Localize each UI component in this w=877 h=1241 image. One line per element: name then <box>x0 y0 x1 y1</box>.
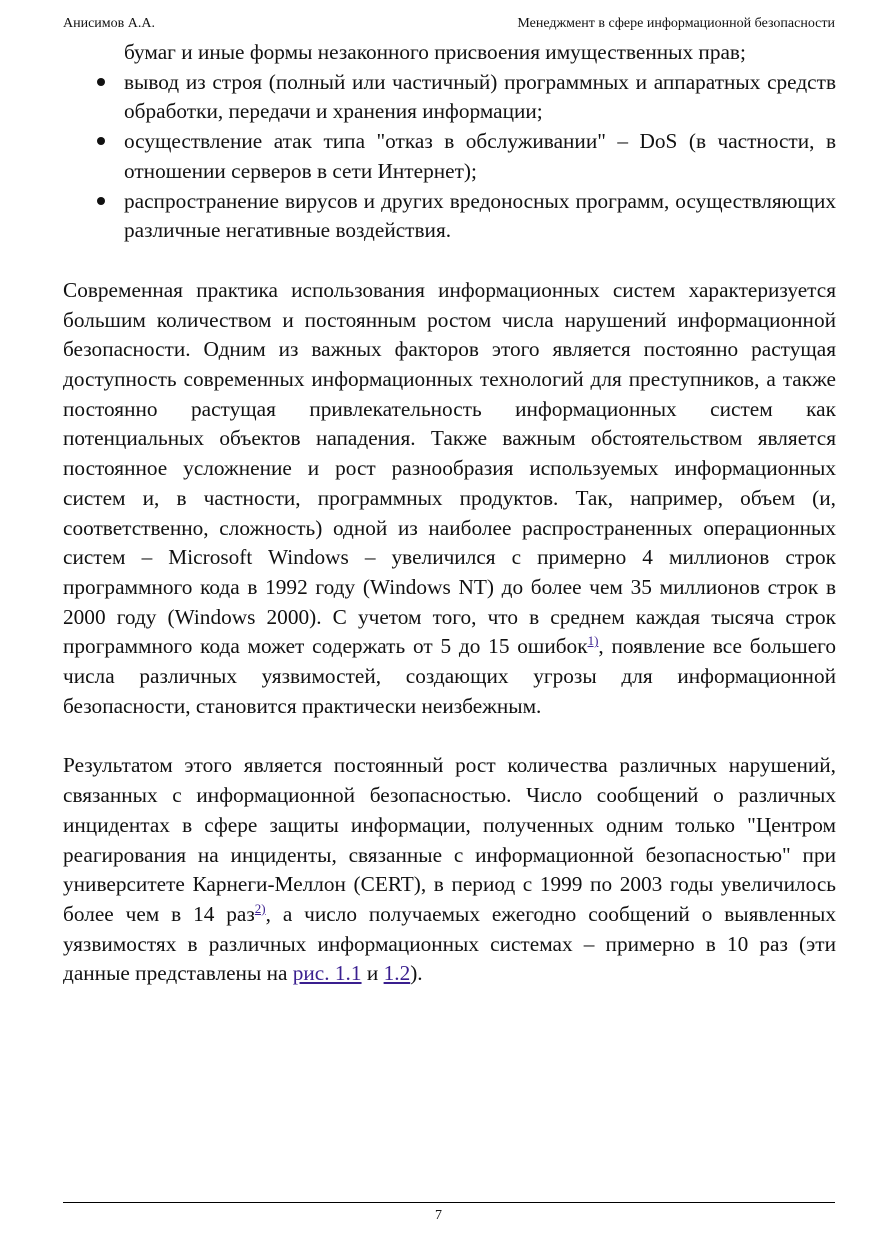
page-header <box>63 14 835 34</box>
list-item <box>63 127 836 186</box>
paragraph-2 <box>63 751 836 989</box>
page-content <box>63 38 836 989</box>
footer-divider <box>63 1202 835 1203</box>
paragraph-2-text-middle: , а число получаемых ежегодно сообщений о выявленных уязвимостях в различных информационных системах – примерно в 10 раз (эти данные представлены на <box>63 901 836 986</box>
bullet-icon <box>97 137 105 145</box>
list-item <box>63 187 836 246</box>
paragraph-2-text-end: ). <box>410 961 423 986</box>
paragraph-1 <box>63 276 836 722</box>
list-item-text: бумаг и иные формы незаконного присвоения имущественных прав; <box>124 40 746 64</box>
footnote-link-1[interactable]: 1) <box>587 633 599 649</box>
figure-link-1-2[interactable]: 1.2 <box>383 961 411 986</box>
figure-link-1-1[interactable]: рис. 1.1 <box>292 961 362 986</box>
list-item-text: распространение вирусов и других вредоносных программ, осуществляющих различные негативные воздействия. <box>124 188 836 243</box>
paragraph-2-text: Результатом этого является постоянный рост количества различных нарушений, связанных с информационной безопасностью. Число сообщений о различных инцидентах в сфере защиты информации, полученных одним только "Центром реагирования на инциденты, связанные с информационной безопасностью" при университете Карнеги-Меллон (CERT), в период с 1999 по 2003 годы увеличилось более чем в 14 раз <box>63 753 836 926</box>
page-number: 7 <box>435 1208 442 1223</box>
header-author: Анисимов А.А. <box>63 16 155 31</box>
paragraph-2-and: и <box>361 961 384 986</box>
footnote-link-2[interactable]: 2) <box>254 900 266 916</box>
bullet-icon <box>97 78 105 86</box>
header-title: Менеджмент в сфере информационной безопасности <box>517 16 835 31</box>
list-item-text: вывод из строя (полный или частичный) программных и аппаратных средств обработки, передачи и хранения информации; <box>124 69 836 124</box>
list-item-continued <box>63 38 836 68</box>
list-item <box>63 68 836 127</box>
bullet-icon <box>97 197 105 205</box>
bullet-list <box>63 38 836 246</box>
list-item-text: осуществление атак типа "отказ в обслуживании" – DoS (в частности, в отношении серверов в сети Интернет); <box>124 129 836 183</box>
paragraph-1-text-end: , появление все большего числа различных уязвимостей, создающих угрозы для информационной безопасности, становится практически неизбежным. <box>63 634 836 718</box>
paragraph-1-text: Современная практика использования информационных систем характеризуется большим количеством и постоянным ростом числа нарушений информационной безопасности. Одним из важных факторов этого является постоянно растущая доступность современных информационных технологий для преступников, а также постоянно растущая привлекательность информационных систем как потенциальных объектов нападения. Также важным обстоятельством является постоянное усложнение и рост разнообразия используемых информационных систем и, в частности, программных продуктов. Так, например, объем (и, соответственно, сложность) одной из наиболее распространенных операционных систем – Microsoft Windows – увеличился с примерно 4 миллионов строк программного кода в 1992 году (Windows NT) до более чем 35 миллионов строк в 2000 году (Windows 2000). С учетом того, что в среднем каждая тысяча строк программного кода может содержать от 5 до 15 ошибок <box>63 277 836 659</box>
